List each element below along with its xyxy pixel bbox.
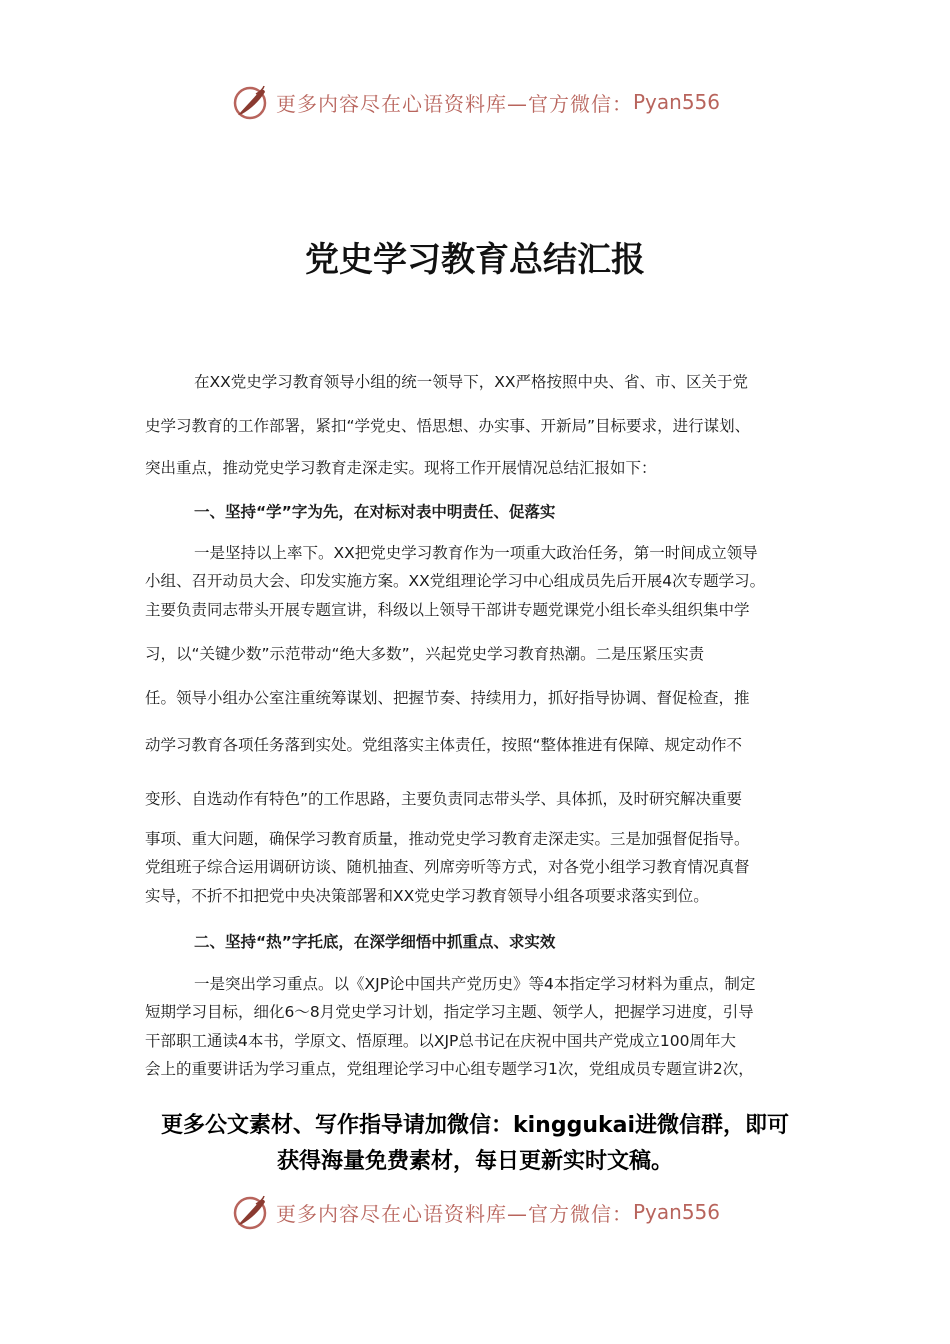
watermark-wechat-id: Pyan556 [632, 1200, 720, 1224]
paragraph-line: 小组、召开动员大会、印发实施方案。XX党组理论学习中心组成员先后开展4次专题学习。 [145, 572, 766, 590]
paragraph-line: 短期学习目标，细化6～8月党史学习计划，指定学习主题、领学人，把握学习进度，引导 [145, 1003, 754, 1021]
watermark-text: 更多内容尽在心语资料库—官方微信： [275, 1201, 633, 1226]
paragraph-line: 主要负责同志带头开展专题宣讲，科级以上领导干部讲专题党课党小组长牵头组织集中学 [145, 601, 750, 619]
watermark-banner-top [0, 82, 950, 122]
paragraph-line: 会上的重要讲话为学习重点，党组理论学习中心组专题学习1次，党组成员专题宣讲2次， [145, 1060, 754, 1078]
paragraph-line: 变形、自选动作有特色”的工作思路，主要负责同志带头学、具体抓，及时研究解决重要 [145, 790, 743, 808]
paragraph-line: 在XX党史学习教育领导小组的统一领导下，XX严格按照中央、省、市、区关于党 [194, 373, 748, 391]
watermark-banner-bottom [0, 1192, 950, 1232]
quill-logo-icon [230, 1192, 270, 1232]
paragraph-line: 实导，不折不扣把党中央决策部署和XX党史学习教育领导小组各项要求落实到位。 [145, 887, 709, 905]
paragraph-line: 任。领导小组办公室注重统筹谋划、把握节奏、持续用力，抓好指导协调、督促检查，推 [145, 689, 750, 707]
paragraph-line: 一是坚持以上率下。XX把党史学习教育作为一项重大政治任务，第一时间成立领导 [194, 544, 758, 562]
document-title: 党史学习教育总结汇报 [305, 240, 645, 280]
paragraph-line: 事项、重大问题，确保学习教育质量，推动党史学习教育走深走实。三是加强督促指导。 [145, 830, 750, 848]
section-heading: 一、坚持“学”字为先，在对标对表中明责任、促落实 [194, 503, 556, 521]
promo-notice [0, 1108, 950, 1180]
promo-line-2: 获得海量免费素材，每日更新实时文稿。 [276, 1149, 673, 1174]
section-heading: 二、坚持“热”字托底，在深学细悟中抓重点、求实效 [194, 933, 556, 951]
paragraph-line: 党组班子综合运用调研访谈、随机抽查、列席旁听等方式，对各党小组学习教育情况真督 [145, 858, 750, 876]
watermark-text: 更多内容尽在心语资料库—官方微信： [275, 91, 633, 116]
paragraph-line: 史学习教育的工作部署，紧扣“学党史、悟思想、办实事、开新局”目标要求，进行谋划、 [145, 417, 751, 435]
paragraph-line: 干部职工通读4本书，学原文、悟原理。以XJP总书记在庆祝中国共产党成立100周年大 [145, 1032, 736, 1050]
paragraph-line: 一是突出学习重点。以《XJP论中国共产党历史》等4本指定学习材料为重点，制定 [194, 975, 756, 993]
quill-logo-icon [230, 82, 270, 122]
paragraph-line: 突出重点，推动党史学习教育走深走实。现将工作开展情况总结汇报如下： [145, 459, 657, 477]
paragraph-line: 动学习教育各项任务落到实处。党组落实主体责任，按照“整体推进有保障、规定动作不 [145, 736, 743, 754]
promo-line-1: 更多公文素材、写作指导请加微信：kinggukai进微信群，即可 [160, 1113, 789, 1138]
watermark-wechat-id: Pyan556 [632, 90, 720, 114]
paragraph-line: 习，以“关键少数”示范带动“绝大多数”，兴起党史学习教育热潮。二是压紧压实责 [145, 645, 705, 663]
